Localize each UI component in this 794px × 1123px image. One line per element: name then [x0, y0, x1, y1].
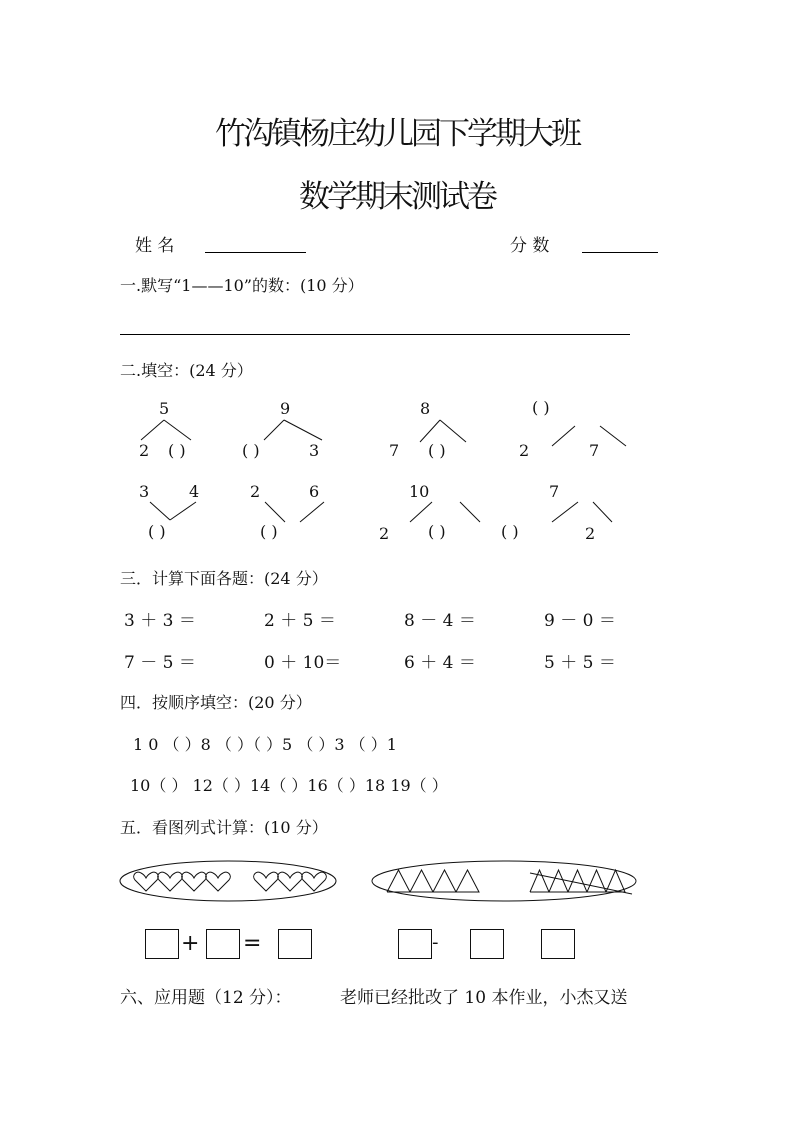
tree-top: 8	[420, 399, 431, 418]
answer-box[interactable]	[278, 929, 312, 959]
tree-right: 2	[585, 524, 596, 543]
section4-heading: 四．按顺序填空：(20 分）	[120, 693, 312, 712]
tree-right-blank: ( )	[168, 441, 186, 460]
score-label: 分 数	[510, 236, 550, 256]
tree-right: 4	[189, 482, 200, 501]
equation: 8 － 4 ＝	[404, 611, 476, 631]
tree-left: 2	[250, 482, 261, 501]
heart-icon	[158, 872, 183, 891]
tree-right-blank: ( )	[428, 441, 446, 460]
equation: 5 ＋ 5 ＝	[544, 653, 616, 673]
answer-box[interactable]	[541, 929, 575, 959]
tree-bottom-blank: ( )	[148, 522, 166, 541]
triangle-icon	[433, 870, 456, 892]
equation: 6 ＋ 4 ＝	[404, 653, 476, 673]
tree-right: 7	[589, 441, 600, 460]
tree-top-blank: ( )	[532, 398, 550, 417]
sequence-row-2: 10（ ） 12（ ）14（ ）16（ ）18 19（ ）	[130, 776, 448, 795]
minus-sign: -	[432, 932, 439, 953]
tree-left: 2	[379, 524, 390, 543]
tree-left: 3	[139, 482, 150, 501]
answer-box[interactable]	[398, 929, 432, 959]
heart-icon	[182, 872, 207, 891]
tree-right: 6	[309, 482, 320, 501]
tree-top: 10	[409, 482, 430, 501]
heart-icon	[134, 872, 159, 891]
tree-bottom-blank: ( )	[260, 522, 278, 541]
triangles-group-outline	[372, 861, 636, 901]
triangle-icon	[456, 870, 479, 892]
section5-heading: 五．看图列式计算：(10 分）	[120, 818, 328, 837]
tree-top: 5	[159, 399, 170, 418]
tree-left-blank: ( )	[501, 522, 519, 541]
page-title-line1: 竹沟镇杨庄幼儿园下学期大班	[215, 116, 579, 152]
section1-heading: 一.默写“1——10”的数：(10 分）	[120, 276, 364, 295]
sequence-row-1: 1 0 （ ）8 （ ）（ ）5 （ ）3 （ ）1	[133, 735, 397, 754]
equation: 7 － 5 ＝	[124, 653, 196, 673]
section2-heading: 二.填空：(24 分）	[120, 361, 253, 380]
section6-question: 老师已经批改了 10 本作业，小杰又送	[340, 988, 628, 1008]
name-label: 姓 名	[135, 236, 175, 256]
tree-left: 7	[389, 441, 400, 460]
answer-box[interactable]	[206, 929, 240, 959]
equation: 3 ＋ 3 ＝	[124, 611, 196, 631]
triangle-icon	[410, 870, 433, 892]
heart-icon	[302, 872, 327, 891]
triangle-icon	[387, 870, 410, 892]
tree-left-blank: ( )	[242, 441, 260, 460]
triangle-icon	[549, 870, 568, 892]
page-title-line2: 数学期末测试卷	[299, 179, 495, 215]
heart-icon	[206, 872, 231, 891]
tree-right-blank: ( )	[428, 522, 446, 541]
answer-box[interactable]	[470, 929, 504, 959]
answer-box[interactable]	[145, 929, 179, 959]
triangle-icon	[606, 870, 625, 892]
tree-left: 2	[519, 441, 530, 460]
tree-right: 3	[309, 441, 320, 460]
equation: 0 ＋ 10＝	[264, 653, 342, 673]
tree-top: 9	[280, 399, 291, 418]
section3-heading: 三．计算下面各题：(24 分）	[120, 569, 328, 588]
plus-sign: +	[181, 931, 200, 956]
equation: 9 － 0 ＝	[544, 611, 616, 631]
heart-icon	[254, 872, 279, 891]
triangle-icon	[587, 870, 606, 892]
equation: 2 ＋ 5 ＝	[264, 611, 336, 631]
tree-top: 7	[549, 482, 560, 501]
equals-sign: =	[243, 931, 262, 956]
tree-left: 2	[139, 441, 150, 460]
heart-icon	[278, 872, 303, 891]
section6-heading: 六、应用题（12 分）：	[120, 988, 292, 1008]
